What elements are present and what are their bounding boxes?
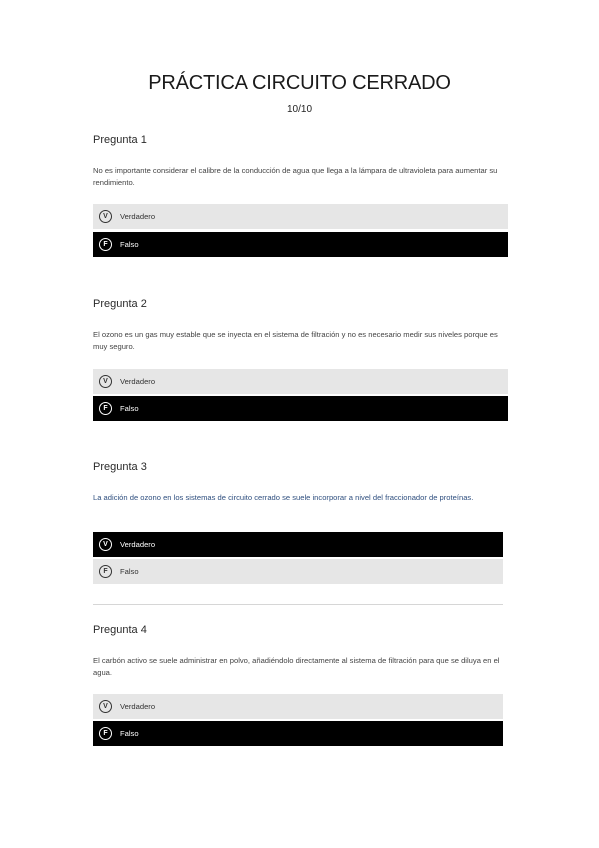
question-3-text: La adición de ozono en los sistemas de circuito cerrado se suele incorporar a nivel del fraccionador de proteínas. [93,493,474,502]
option-label: Verdadero [120,377,156,386]
f-badge-icon: F [99,238,112,251]
question-3-option-falso[interactable] [93,559,503,584]
v-badge-icon: V [99,700,112,713]
question-1-text: No es importante considerar el calibre de la conducción de agua que llega a la lámpara de ultravioleta para aumentar su rendimiento. [93,166,498,187]
v-badge-icon: V [99,210,112,223]
question-3-title: Pregunta 3 [93,461,147,473]
question-1-title: Pregunta 1 [93,134,147,146]
f-badge-icon: F [99,402,112,415]
question-2-text: El ozono es un gas muy estable que se inyecta en el sistema de filtración y no es necesario medir sus niveles porque es muy seguro. [93,330,498,351]
option-label: Falso [120,404,139,413]
v-badge-icon: V [99,375,112,388]
question-1-option-falso[interactable] [93,232,508,257]
option-label: Verdadero [120,540,156,549]
option-label: Verdadero [120,212,156,221]
f-badge-icon: F [99,727,112,740]
question-3-option-verdadero[interactable] [93,532,503,557]
question-1-option-verdadero[interactable] [93,204,508,229]
option-label: Verdadero [120,702,156,711]
option-label: Falso [120,729,139,738]
option-label: Falso [120,567,139,576]
page-title: PRÁCTICA CIRCUITO CERRADO [148,72,451,94]
question-2-title: Pregunta 2 [93,298,147,310]
question-4-option-verdadero[interactable] [93,694,503,719]
question-4-option-falso[interactable] [93,721,503,746]
divider [93,604,503,605]
v-badge-icon: V [99,538,112,551]
f-badge-icon: F [99,565,112,578]
question-4-text: El carbón activo se suele administrar en polvo, añadiéndolo directamente al sistema de filtración para que se diluya en el agua. [93,656,500,677]
option-label: Falso [120,240,139,249]
question-2-option-falso[interactable] [93,396,508,421]
question-2-option-verdadero[interactable] [93,369,508,394]
score-label: 10/10 [286,104,313,115]
question-4-title: Pregunta 4 [93,624,147,636]
